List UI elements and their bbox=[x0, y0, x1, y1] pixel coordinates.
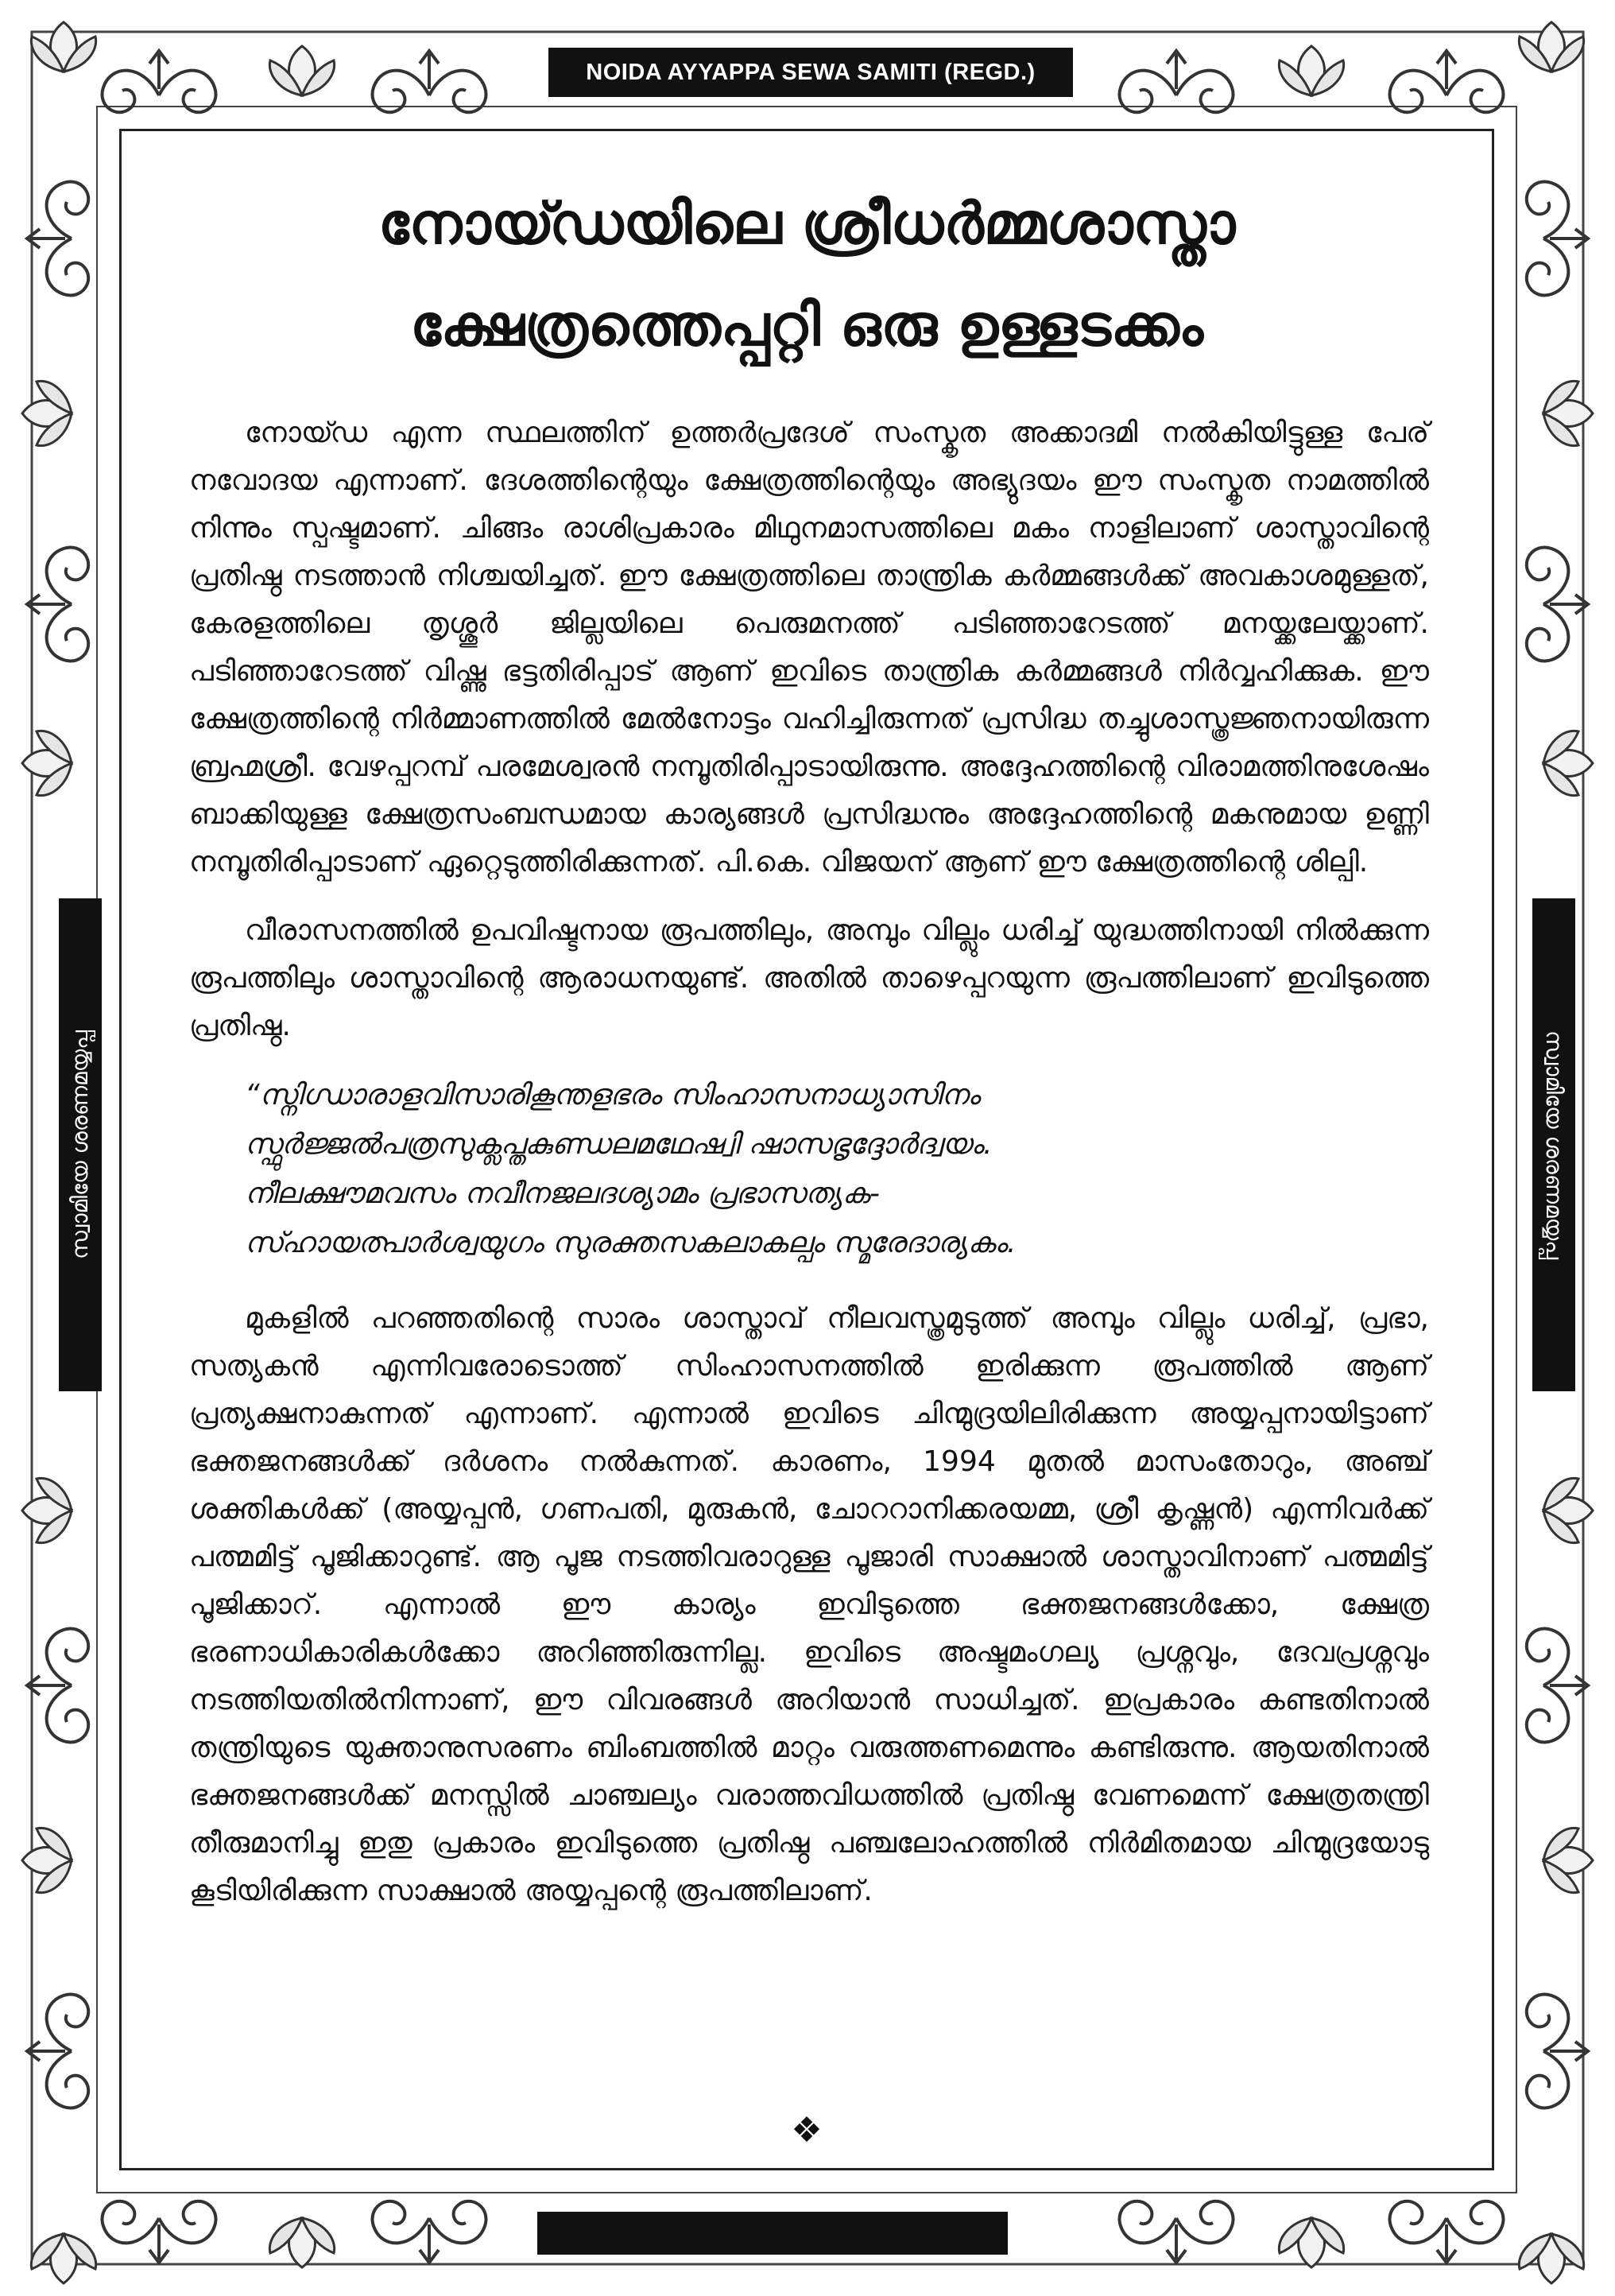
paragraph-1: നോയ്ഡ എന്ന സ്ഥലത്തിന് ഉത്തർപ്രദേശ് സംസ്കൃത അക്കാദമി നൽകിയിട്ടുള്ള പേര് നവോദയ എന്നാണ്. ദേശത്തിന്റെയും ക്ഷേത്രത്തിന്റെയും അഭ്യുദയം ഈ സംസ്കൃത നാമത്തിൽ നിന്നും സ്പഷ്ടമാണ്. ചിങ്ങം രാശിപ്രകാരം മിഥുനമാസത്തിലെ മകം നാളിലാണ് ശാസ്താവിന്റെ പ്രതിഷ്ഠ നടത്താൻ നിശ്ചയിച്ചത്. ഈ ക്ഷേത്രത്തിലെ താന്ത്രിക കർമ്മങ്ങൾക്ക് അവകാശമുള്ളത്, കേരളത്തിലെ തൃശ്ശൂർ ജില്ലയിലെ പെരുമനത്ത് പടിഞ്ഞാറേടത്ത് മനയ്ക്കലേയ്ക്കാണ്. പടിഞ്ഞാറേടത്ത് വിഷ്ണു ഭട്ടതിരിപ്പാട് ആണ് ഇവിടെ താന്ത്രിക കർമ്മങ്ങൾ നിർവ്വഹിക്കുക. ഈ ക്ഷേത്രത്തിന്റെ നിർമ്മാണത്തിൽ മേൽനോട്ടം വഹിച്ചിരുന്നത് പ്രസിദ്ധ തച്ചുശാസ്ത്രജ്ഞനായിരുന്ന ബ്രഹ്മശ്രീ. വേഴപ്പറമ്പ് പരമേശ്വരൻ നമ്പൂതിരിപ്പാടായിരുന്നു. അദ്ദേഹത്തിന്റെ വിരാമത്തിനുശേഷം ബാക്കിയുള്ള ക്ഷേത്രസംബന്ധമായ കാര്യങ്ങൾ പ്രസിദ്ധനും അദ്ദേഹത്തിന്റെ മകനുമായ ഉണ്ണി നമ്പൂതിരിപ്പാടാണ് ഏറ്റെടുത്തിരിക്കുന്നത്. പി.കെ. വിജയന് ആണ് ഈ ക്ഷേത്രത്തിന്റെ ശില്പി. bbox=[189, 417, 1429, 878]
article-title bbox=[122, 173, 1492, 376]
article-box bbox=[119, 129, 1494, 2170]
sanskrit-verse bbox=[245, 1071, 1429, 1268]
header-banner: NOIDA AYYAPPA SEWA SAMITI (REGD.) bbox=[548, 48, 1073, 97]
verse-line-1: “സ്നിഗ്ധാരാളവിസാരികൂന്തളഭരം സിംഹാസനാധ്യാസിനം bbox=[245, 1079, 980, 1111]
side-tab-left bbox=[59, 898, 102, 1391]
verse-line-3: നീലക്ഷൗമവസം നവീനജലദശ്യാമം പ്രഭാസത്യക- bbox=[245, 1177, 881, 1210]
end-ornament-icon: ❖ bbox=[791, 2110, 823, 2151]
paragraph-3: മുകളിൽ പറഞ്ഞതിന്റെ സാരം ശാസ്താവ് നീലവസ്ത്രമുടുത്ത് അമ്പും വില്ലും ധരിച്ച്, പ്രഭാ, സത്യകൻ എന്നിവരോടൊത്ത് സിംഹാസനത്തിൽ ഇരിക്കുന്ന രൂപത്തിൽ ആണ് പ്രത്യക്ഷനാകുന്നത് എന്നാണ്. എന്നാൽ ഇവിടെ ചിന്മുദ്രയിലിരിക്കുന്ന അയ്യപ്പനായിട്ടാണ് ഭക്തജനങ്ങൾക്ക് ദർശനം നൽകുന്നത്. കാരണം, 1994 മുതൽ മാസംതോറും, അഞ്ച് ശക്തികൾക്ക് (അയ്യപ്പൻ, ഗണപതി, മുരുകൻ, ചോററാനിക്കരയമ്മ, ശ്രീ കൃഷ്ണൻ) എന്നിവർക്ക് പത്മമിട്ട് പൂജിക്കാറുണ്ട്. ആ പൂജ നടത്തിവരാറുള്ള പൂജാരി സാക്ഷാൽ ശാസ്താവിനാണ് പത്മമിട്ട് പൂജിക്കാറ്. എന്നാൽ ഈ കാര്യം ഇവിടുത്തെ ഭക്തജനങ്ങൾക്കോ, ക്ഷേത്ര ഭരണാധികാരികൾക്കോ അറിഞ്ഞിരുന്നില്ല. ഇവിടെ അഷ്ടമംഗല്യ പ്രശ്നവും, ദേവപ്രശ്നവും നടത്തിയതിൽനിന്നാണ്, ഈ വിവരങ്ങൾ അറിയാൻ സാധിച്ചത്. ഇപ്രകാരം കണ്ടതിനാൽ തന്ത്രിയുടെ യുക്താനുസരണം ബിംബത്തിൽ മാറ്റം വരുത്തണമെന്നും കണ്ടിരുന്നു. ആയതിനാൽ ഭക്തജനങ്ങൾക്ക് മനസ്സിൽ ചാഞ്ചല്യം വരാത്തവിധത്തിൽ പ്രതിഷ്ഠ വേണമെന്ന് ക്ഷേത്രതന്ത്രി തീരുമാനിച്ചു ഇതു പ്രകാരം ഇവിടുത്തെ പ്രതിഷ്ഠ പഞ്ചലോഹത്തിൽ നിർമിതമായ ചിന്മുദ്രയോടു കൂടിയിരിക്കുന്ന സാക്ഷാൽ അയ്യപ്പന്റെ രൂപത്തിലാണ്. bbox=[189, 1302, 1429, 1907]
paragraph-2: വീരാസനത്തിൽ ഉപവിഷ്ടനായ രൂപത്തിലും, അമ്പും വില്ലും ധരിച്ച് യുദ്ധത്തിനായി നിൽക്കുന്ന രൂപത്തിലും ശാസ്താവിന്റെ ആരാധനയുണ്ട്. അതിൽ താഴെപ്പറയുന്ന രൂപത്തിലാണ് ഇവിടുത്തെ പ്രതിഷ്ഠ. bbox=[189, 914, 1429, 1042]
verse-line-2: സ്ഫുർജ്ജൽപത്രസുക്ലപ്തകുണ്ഡലമഥേഷ്വി ഷാസഭൃദ്ദോർദ്വയം. bbox=[245, 1128, 993, 1161]
article-body bbox=[189, 409, 1429, 1936]
side-tab-left-text: സ്വാമിയേ ശരണമയ്യപ്പ bbox=[67, 1030, 94, 1260]
verse-line-4: സ്ഹായത്പാർശ്വയുഗം സുരക്തസകലാകല്പം സ്മരേദാര്യകം. bbox=[245, 1227, 1017, 1259]
title-line-2: ക്ഷേത്രത്തെപ്പറ്റി ഒരു ഉള്ളടക്കം bbox=[410, 292, 1203, 359]
side-tab-right-text: സ്വാമിയേ ശരണമയ്യപ്പ bbox=[1541, 1030, 1568, 1260]
title-line-1: നോയ്ഡയിലെ ശ്രീധർമ്മശാസ്താ bbox=[378, 190, 1236, 257]
side-tab-right bbox=[1532, 898, 1575, 1391]
footer-bar bbox=[537, 2212, 1008, 2255]
